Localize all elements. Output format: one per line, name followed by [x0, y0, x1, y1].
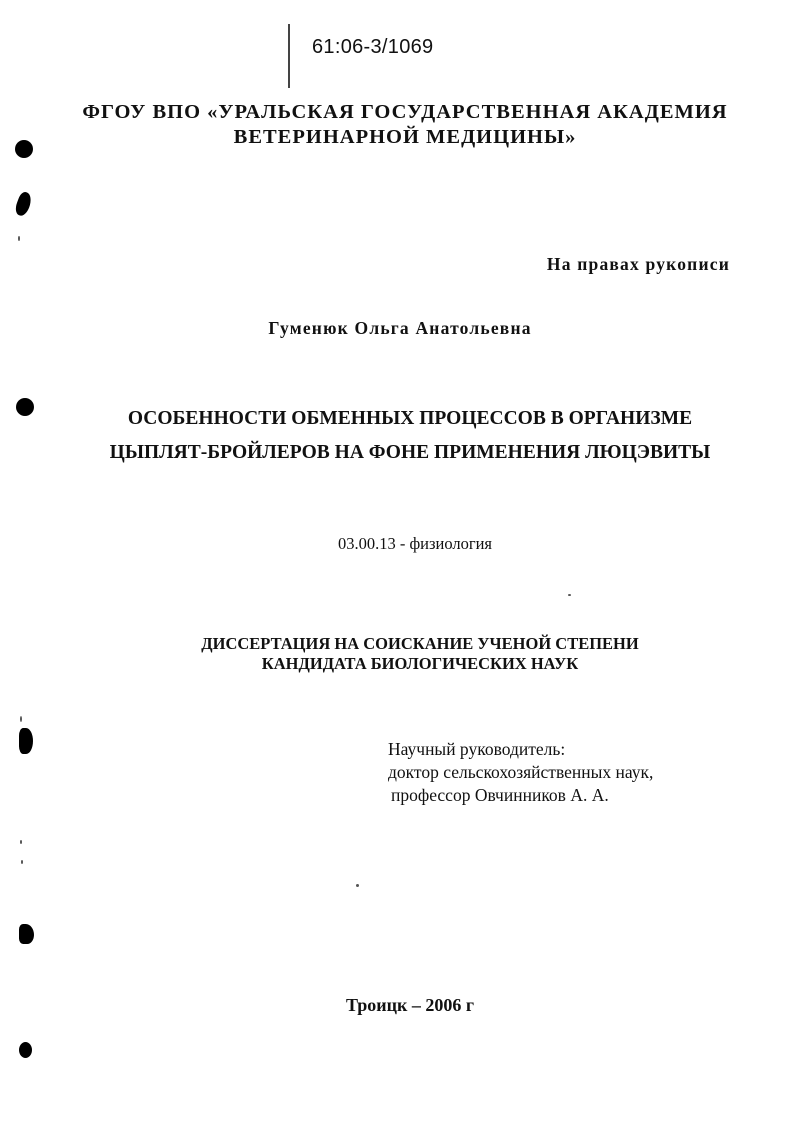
scan-speck [356, 884, 359, 887]
author-name: Гуменюк Ольга Анатольевна [268, 318, 532, 338]
catalog-code: 61:06-3/1069 [312, 36, 434, 58]
degree-line-2: КАНДИДАТА БИОЛОГИЧЕСКИХ НАУК [261, 654, 579, 673]
stamp-divider [288, 24, 290, 88]
specialty-code: 03.00.13 - физиология [337, 534, 493, 553]
rights-note: На правах рукописи [546, 254, 730, 274]
binding-mark [13, 191, 33, 218]
binding-mark [19, 1042, 32, 1058]
scan-speck [20, 716, 22, 722]
degree-line-1: ДИССЕРТАЦИЯ НА СОИСКАНИЕ УЧЕНОЙ СТЕПЕНИ [201, 634, 639, 653]
institution-header [60, 100, 750, 150]
institution-line-1: ФГОУ ВПО «УРАЛЬСКАЯ ГОСУДАРСТВЕННАЯ АКАДЕМИЯ [82, 101, 728, 123]
supervisor-degree: доктор сельскохозяйственных наук, [388, 762, 654, 782]
title-line-2: ЦЫПЛЯТ-БРОЙЛЕРОВ НА ФОНЕ ПРИМЕНЕНИЯ ЛЮЦЭВИТЫ [109, 442, 711, 463]
binding-mark [19, 924, 34, 944]
supervisor-name: профессор Овчинников А. А. [391, 785, 609, 805]
supervisor-block [388, 738, 768, 807]
binding-mark [16, 398, 34, 416]
institution-line-2: ВЕТЕРИНАРНОЙ МЕДИЦИНЫ» [233, 126, 577, 148]
scan-speck [568, 594, 571, 596]
degree-statement [120, 634, 720, 674]
binding-mark [19, 728, 33, 754]
city-year: Троицк – 2006 г [345, 995, 475, 1015]
title-line-1: ОСОБЕННОСТИ ОБМЕННЫХ ПРОЦЕССОВ В ОРГАНИЗМЕ [127, 408, 693, 429]
scan-speck [20, 840, 22, 844]
binding-mark [15, 140, 33, 158]
supervisor-label: Научный руководитель: [388, 739, 566, 759]
scan-speck [21, 860, 23, 864]
dissertation-title [90, 402, 730, 470]
scan-speck [18, 236, 20, 241]
